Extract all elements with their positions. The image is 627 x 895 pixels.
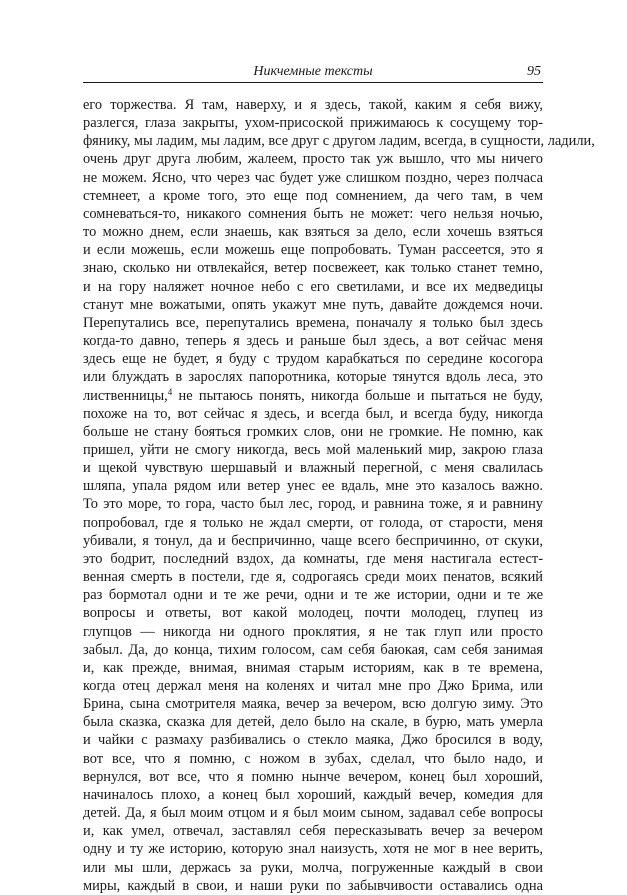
text-line: и, как умел, отвечал, заставлял себя пересказывать вечер за вечером xyxy=(83,823,543,840)
text-line: глупцов — никогда ни одного проклятия, я не так глуп или просто xyxy=(83,623,543,640)
text-line: больше не стану бояться громких слов, они не громкие. Не помню, как xyxy=(83,423,543,440)
text-line: стемнеет, а кроме того, это еще под сомнением, да чего там, в чем xyxy=(83,187,543,204)
text-line: его торжества. Я там, наверху, и я здесь, такой, каким я себя вижу, xyxy=(83,97,543,113)
text-line xyxy=(83,387,543,405)
text-line: убивали, я тонул, да и беспричинно, чаще всего беспричинно, от скуки, xyxy=(83,532,543,549)
text-line: знаю, сколько ни отвлекайся, ветер посвежеет, как только станет темно, xyxy=(83,260,543,277)
book-page xyxy=(83,62,595,895)
text-line: вернулся, вот все, что я помню нынче вечером, конец был хороший, xyxy=(83,768,543,785)
text-line: венная смерть в постели, где я, содрогаясь среди моих пенатов, всякий xyxy=(83,569,543,586)
text-line: и на гору наляжет ночное небо с его светилами, и все их медведицы xyxy=(83,278,543,295)
text-line: вопросы и ответы, вот какой молодец, почти молодец, глупец из xyxy=(83,605,543,622)
text-line: когда-то давно, теперь я здесь и раньше был здесь, а вот сейчас меня xyxy=(83,333,543,350)
running-header xyxy=(83,62,543,83)
text-line: попробовал, где я только не ждал смерти, от голода, от старости, меня xyxy=(83,514,543,531)
text-line: миры, каждый в свои, и наши руки по забывчивости оставались одна xyxy=(83,877,543,894)
text-line: детей. Да, я был моим отцом и я был моим сыном, задавал себе вопросы xyxy=(83,805,543,822)
text-line: станут мне вожатыми, опять укажут мне путь, давайте дождемся ночи. xyxy=(83,296,543,313)
text-line: и, как прежде, внимая, внимая старым историям, как в те времена, xyxy=(83,659,543,676)
text-line: это бодрит, последний вздох, да комнаты, где меня настигала естест- xyxy=(83,550,543,567)
text-line: не можем. Ясно, что через час будет уже слишком поздно, через полчаса xyxy=(83,169,543,186)
text-line: когда отец держал меня на коленях и читал мне про Джо Брима, или xyxy=(83,678,543,694)
text-line: начиналось плохо, а конец был хороший, каждый вечер, комедия для xyxy=(83,786,543,803)
text-line: фянику, мы ладим, мы ладим, все друг с другом ладим, всегда, в сущности, ладили, xyxy=(83,133,595,150)
page-number: 95 xyxy=(527,64,541,79)
text-line: здесь еще не будет, я буду с трудом карабкаться по середине косогора xyxy=(83,351,543,368)
text-line: шляпа, упала рядом или ветер унес ее вдаль, мне это казалось важно. xyxy=(83,478,543,495)
text-line: То это море, то гора, часто был лес, город, и равнина тоже, я и равнину xyxy=(83,496,543,513)
text-line: сомневаться-то, никакого сомнения быть не может: чего нельзя ночью, xyxy=(83,205,543,222)
text-line: разлегся, глаза закрыты, ухом-присоской прижимаюсь к сосущему тор- xyxy=(83,115,543,132)
running-title: Никчемные тексты xyxy=(253,64,373,79)
text-line: и щекой чувствую шершавый и влажный перегной, с меня свалилась xyxy=(83,460,543,477)
text-line: одну и ту же историю, которую знал наизусть, хотя не мог в нее верить, xyxy=(83,841,543,858)
text-line: или блуждать в зарослях папоротника, которые тянутся вдоль леса, это xyxy=(83,369,543,386)
text-line: вот все, что я помню, с ножом в зубах, сделал, что было надо, и xyxy=(83,750,543,767)
text-line: похоже на то, вот сейчас я здесь, и всегда был, и всегда буду, никогда xyxy=(83,405,543,422)
text-line: или мы шли, держась за руки, молча, погруженные каждый в свои xyxy=(83,859,543,876)
text-segment: не пытаюсь понять, никогда больше и пытаться не буду, xyxy=(172,387,543,404)
text-segment: лиственницы, xyxy=(83,387,168,404)
text-line: то можно днем, если знаешь, как взяться за дело, если хочешь взяться xyxy=(83,224,543,241)
body-text xyxy=(83,96,595,895)
footnote-marker: 4 xyxy=(167,386,173,397)
text-line: очень друг друга любим, жалеем, просто так уж вышло, что мы ничего xyxy=(83,151,543,168)
text-line: и если можешь, если можешь еще попробовать. Туман рассеется, это я xyxy=(83,242,543,259)
text-line: и чайки с размаху разбивались о стекло маяка, Джо бросился в воду, xyxy=(83,732,543,749)
text-line: раз бормотал одни и те же речи, одни и те же истории, одни и те же xyxy=(83,587,543,604)
text-line: была сказка, сказка для детей, дело было на скале, в бурю, мать умерла xyxy=(83,714,543,731)
text-line: забыл. Да, до конца, тихим голосом, сам себя баюкая, сам себя занимая xyxy=(83,641,543,658)
text-line: Брина, сына смотрителя маяка, вечер за вечером, всю долгую зиму. Это xyxy=(83,696,543,713)
text-line: пришел, уйти не смогу никогда, весь мой маленький мир, закрою глаза xyxy=(83,441,543,458)
text-line: Перепутались все, перепутались времена, поначалу я только был здесь xyxy=(83,314,543,331)
